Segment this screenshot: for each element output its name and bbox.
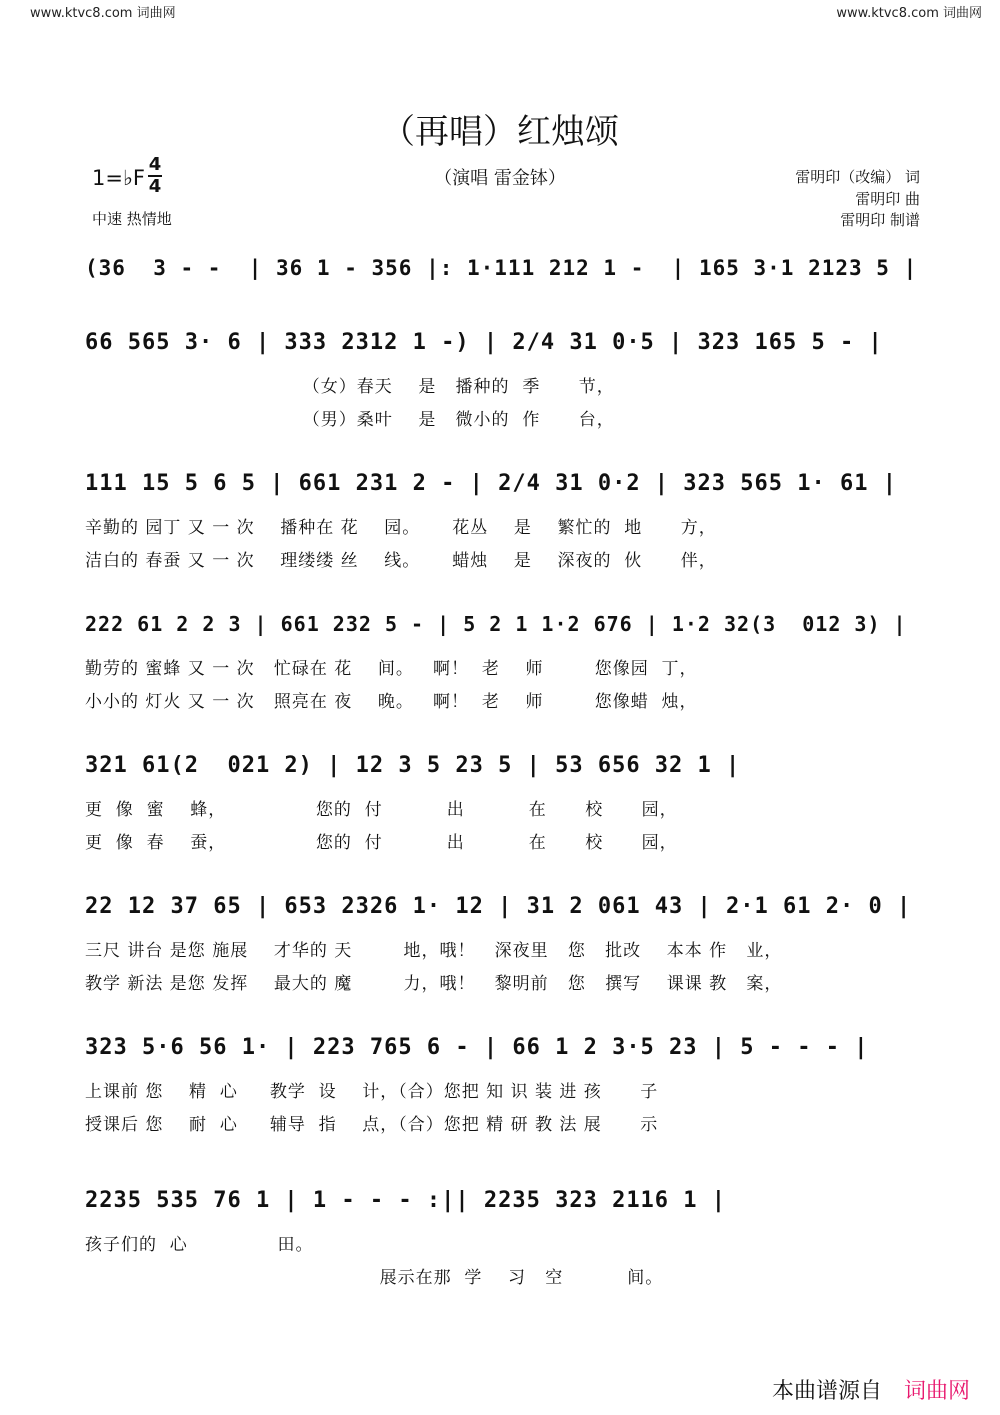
watermark-left: www.ktvc8.com 词曲网 bbox=[30, 6, 176, 21]
lyricist-credit: 雷明印（改编） 词 bbox=[795, 168, 920, 186]
lyrics-ending-2: 展示在那 学 习 空 间。 bbox=[85, 1268, 664, 1288]
lyrics-verse-1: 更 像 蜜 蜂， 您的 付 出 在 校 园， bbox=[85, 800, 678, 820]
transcriber-credit: 雷明印 制谱 bbox=[840, 211, 920, 229]
lyrics-verse-1: 辛勤的 园丁 又 一 次 播种在 花 园。 花丛 是 繁忙的 地 方， bbox=[85, 518, 717, 538]
lyrics-verse-1: 三尺 讲台 是您 施展 才华的 天 地，哦！ 深夜里 您 批改 本本 作 业， bbox=[85, 941, 783, 961]
score-line-7 bbox=[85, 1027, 925, 1069]
key-signature: 1=♭F bbox=[92, 166, 145, 190]
notation: 22 12 37 65 | 653 2326 1· 12 | 31 2 061 43 | 2·1 61 2· 0 | bbox=[85, 894, 912, 919]
score-line-8 bbox=[85, 1180, 925, 1222]
lyrics-verse-1: （女）春天 是 播种的 季 节， bbox=[85, 377, 615, 397]
notation: (36 3 - - | 36 1 - 356 |: 1·111 212 1 - | 165 3·1 2123 5 | bbox=[85, 256, 918, 280]
lyrics-verse-2: （男）桑叶 是 微小的 作 台， bbox=[85, 410, 615, 430]
lyrics-verse-2: 教学 新法 是您 发挥 最大的 魔 力，哦！ 黎明前 您 撰写 课课 教 案， bbox=[85, 974, 783, 994]
notation: 323 5·6 56 1· | 223 765 6 - | 66 1 2 3·5 23 | 5 - - - | bbox=[85, 1035, 869, 1060]
notation: 2235 535 76 1 | 1 - - - :|| 2235 323 2116 1 | bbox=[85, 1188, 727, 1213]
notation: 222 61 2 2 3 | 661 232 5 - | 5 2 1 1·2 676 | 1·2 32(3 012 3) | bbox=[85, 612, 907, 636]
watermark-right: www.ktvc8.com 词曲网 bbox=[836, 6, 982, 21]
score-line-1 bbox=[85, 248, 925, 290]
score-line-6 bbox=[85, 886, 925, 928]
song-title: （再唱）红烛颂 bbox=[381, 112, 619, 152]
score-line-5 bbox=[85, 745, 925, 787]
lyrics-ending-1: 孩子们的 心 田。 bbox=[85, 1235, 314, 1255]
notation: 111 15 5 6 5 | 661 231 2 - | 2/4 31 0·2 | 323 565 1· 61 | bbox=[85, 471, 897, 496]
lyrics-verse-2: 更 像 春 蚕， 您的 付 出 在 校 园， bbox=[85, 833, 678, 853]
time-signature: 4 4 bbox=[148, 154, 162, 197]
notation: 66 565 3· 6 | 333 2312 1 -) | 2/4 31 0·5 | 323 165 5 - | bbox=[85, 330, 883, 355]
notation: 321 61(2 021 2) | 12 3 5 23 5 | 53 656 32 1 | bbox=[85, 753, 741, 778]
source-label: 本曲谱源自 bbox=[771, 1379, 882, 1404]
site-link[interactable]: 词曲网 bbox=[903, 1379, 970, 1404]
tempo-marking: 中速 热情地 bbox=[92, 210, 172, 228]
lyrics-verse-1: 上课前 您 精 心 教学 设 计，（合）您把 知 识 装 进 孩 子 bbox=[85, 1082, 659, 1102]
lyrics-verse-2: 小小的 灯火 又 一 次 照亮在 夜 晚。 啊！ 老 师 您像蜡 烛， bbox=[85, 692, 698, 712]
lyrics-verse-2: 授课后 您 耐 心 辅导 指 点，（合）您把 精 研 教 法 展 示 bbox=[85, 1115, 659, 1135]
score-line-4 bbox=[85, 604, 925, 646]
lyrics-verse-2: 洁白的 春蚕 又 一 次 理缕缕 丝 线。 蜡烛 是 深夜的 伙 伴， bbox=[85, 551, 717, 571]
performer: （演唱 雷金钵） bbox=[434, 168, 566, 189]
lyrics-verse-1: 勤劳的 蜜蜂 又 一 次 忙碌在 花 间。 啊！ 老 师 您像园 丁， bbox=[85, 659, 698, 679]
score-line-3 bbox=[85, 463, 925, 505]
composer-credit: 雷明印 曲 bbox=[855, 190, 920, 208]
score-line-2 bbox=[85, 322, 925, 364]
